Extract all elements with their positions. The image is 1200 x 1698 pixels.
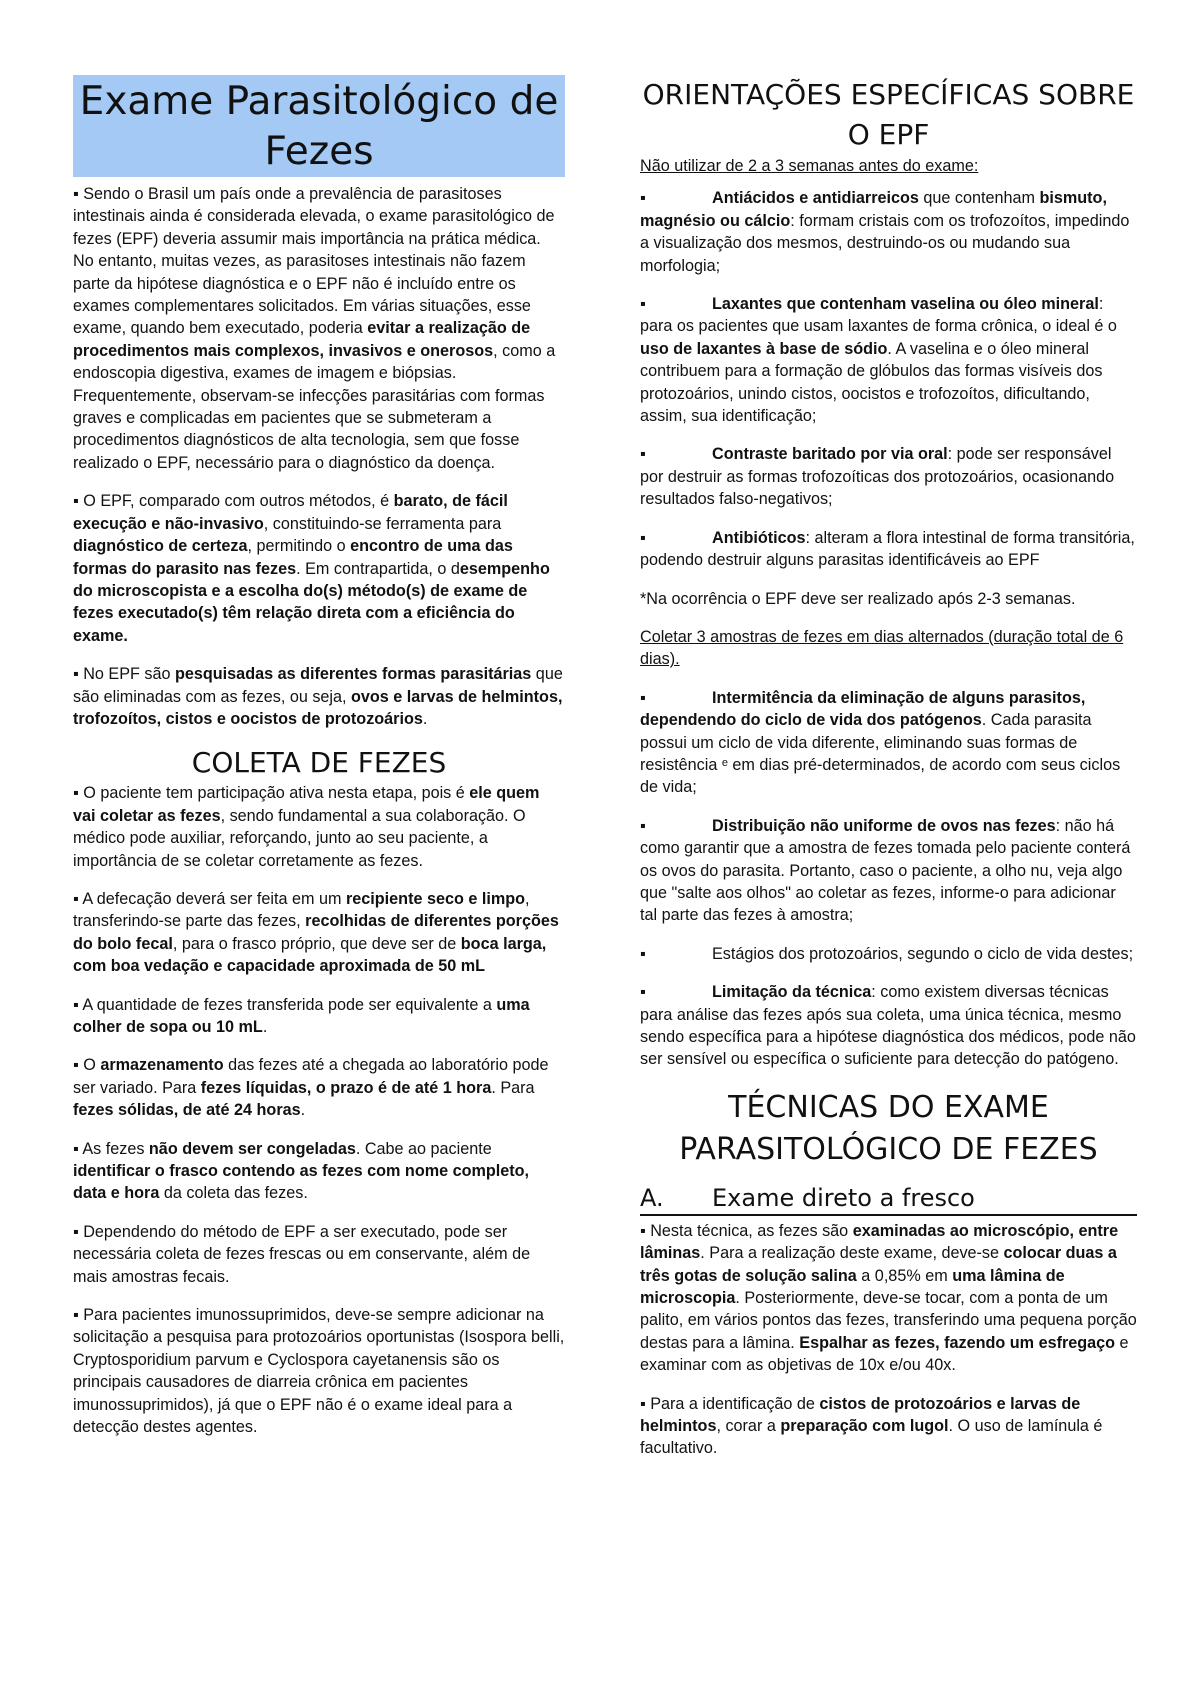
bold-run: diagnóstico de certeza xyxy=(73,537,248,556)
text-run: : pode ser responsável por destruir as formas trofozoíticas dos protozoários, ocasionando resultados falso-negativos; xyxy=(640,445,1115,509)
text-run: das fezes até a chegada ao laboratório pode ser variado. Para xyxy=(73,1056,549,1097)
orientacao-item-intermitencia xyxy=(640,687,1137,799)
intro-paragraph-2 xyxy=(73,490,565,647)
bold-run: Intermitência da eliminação de alguns parasitos, dependendo do ciclo de vida dos patógenos xyxy=(640,688,1086,730)
bullet-marker: ▪ xyxy=(640,688,646,707)
text-run: . xyxy=(300,1101,306,1120)
text-run: ▪ A quantidade de fezes transferida pode ser equivalente a xyxy=(73,995,497,1014)
text-run: e examinar com as objetivas de 10x e/ou 40x. xyxy=(640,1333,1129,1375)
page-title: Exame Parasitológico de Fezes xyxy=(73,75,565,177)
coleta-paragraph-2 xyxy=(73,888,565,978)
right-column xyxy=(640,75,1137,1476)
bold-run: barato, de fácil execução e não-invasivo xyxy=(73,492,508,533)
bold-run: colocar duas a três gotas de solução salina xyxy=(640,1244,1117,1285)
coleta-paragraph-7 xyxy=(73,1304,565,1438)
coletar-amostras-note: Coletar 3 amostras de fezes em dias alternados (duração total de 6 dias). xyxy=(640,627,1124,669)
orientacao-item-distribuicao xyxy=(640,815,1137,927)
coleta-paragraph-5 xyxy=(73,1138,565,1205)
nota-semanas: *Na ocorrência o EPF deve ser realizado após 2-3 semanas. xyxy=(640,589,1076,608)
orientacao-item-antibioticos xyxy=(640,527,1137,572)
bold-run: uma lâmina de microscopia xyxy=(640,1266,1065,1308)
subheading-letter: A. xyxy=(640,1183,664,1212)
subheading-title: Exame direto a fresco xyxy=(712,1183,975,1212)
intro-paragraph-1 xyxy=(73,183,565,474)
bold-run: Laxantes que contenham vaselina ou óleo mineral xyxy=(712,295,1099,314)
bold-run: Antibióticos xyxy=(712,528,806,547)
tecnicas-paragraph-1 xyxy=(640,1220,1137,1377)
bold-run: recipiente seco e limpo xyxy=(345,889,526,908)
bold-run: ovos e larvas de helmintos, trofozoítos, cistos e oocistos de protozoários xyxy=(73,687,563,728)
bold-run: Distribuição não uniforme de ovos nas fezes xyxy=(712,816,1056,835)
bold-run: Contraste baritado por via oral xyxy=(712,445,948,464)
bullet-marker: ▪ xyxy=(640,295,646,314)
text-run: : não há como garantir que a amostra de fezes tomada pelo paciente conterá os ovos do parasita. Portanto, caso o paciente, a olho nu, veja algo que "salte aos olhos" ao coletar as fezes, informe-o para adicionar tal parte das fezes à amostra; xyxy=(640,816,1131,925)
text-run: ▪ No EPF são xyxy=(73,665,176,684)
bold-run: preparação com lugol xyxy=(780,1417,949,1436)
orientacao-item-limitacao xyxy=(640,981,1137,1071)
bold-run: esempenho do microscopista e a escolha do(s) método(s) de exame de fezes executado(s) têm relação direta com a eficiência do exame. xyxy=(73,559,550,645)
bold-run: recolhidas de diferentes porções do bolo fecal xyxy=(73,912,559,953)
text-run: : como existem diversas técnicas para análise das fezes após sua coleta, uma única técnica, mesmo sendo específica para a hipótese diagnóstica dos médicos, pode não ser sensível ou específica o suficiente para detecção do patógeno. xyxy=(640,983,1136,1069)
bold-run: uma colher de sopa ou 10 mL xyxy=(73,995,530,1036)
bold-run: armazenamento xyxy=(100,1056,224,1075)
bold-run: evitar a realização de procedimentos mais complexos, invasivos e onerosos xyxy=(73,319,531,360)
text-run: a 0,85% em xyxy=(856,1266,953,1285)
bold-run: pesquisadas as diferentes formas parasitárias xyxy=(175,665,532,684)
bullet-marker: ▪ xyxy=(640,528,646,547)
orientacao-item-contraste xyxy=(640,443,1137,510)
bold-run: boca larga, com boa vedação e capacidade aproximada de 50 mL xyxy=(73,934,547,976)
text-run: ▪ Nesta técnica, as fezes são xyxy=(640,1221,853,1240)
bold-run: identificar o frasco contendo as fezes com nome completo, data e hora xyxy=(73,1162,530,1203)
text-run: , corar a xyxy=(716,1417,781,1436)
orientacoes-heading: ORIENTAÇÕES ESPECÍFICAS SOBRE O EPF xyxy=(642,78,1135,151)
text-run: . Cada parasita possui um ciclo de vida diferente, eliminando suas formas de resistência ᵉ em dias pré-determinados, de acordo com seus ciclos de vida; xyxy=(640,711,1121,797)
text-run: . O uso de lamínula é facultativo. xyxy=(640,1417,1103,1458)
bullet-marker: ▪ xyxy=(640,944,646,963)
bold-run: ele quem vai coletar as fezes xyxy=(73,784,540,825)
text-run: , transferindo-se parte das fezes, xyxy=(73,889,530,931)
text-run: . Para xyxy=(491,1078,535,1097)
coleta-paragraph-4 xyxy=(73,1054,565,1121)
bold-run: uso de laxantes à base de sódio xyxy=(640,339,888,358)
text-run: ▪ Para pacientes imunossuprimidos, deve-se sempre adicionar na solicitação a pesquisa para protozoários oportunistas (Isospora belli, Cryptosporidium parvum e Cyclospora cayetanensis são os principais causadores de diarreia crônica em pacientes imunossuprimidos), já que o EPF não é o exame ideal para a detecção destes agentes. xyxy=(73,1306,565,1437)
text-run: . Posteriormente, deve-se tocar, com a ponta de um palito, em vários pontos das fezes, transferindo uma pequena porção destas para a lâmina. xyxy=(640,1289,1137,1352)
bullet-marker: ▪ xyxy=(640,816,646,835)
subheading-exame-direto xyxy=(640,1183,1137,1216)
text-run: : para os pacientes que usam laxantes de forma crônica, o ideal é o xyxy=(640,295,1117,336)
bold-run: bismuto, magnésio ou cálcio xyxy=(640,189,1107,230)
tecnicas-paragraph-2 xyxy=(640,1393,1137,1460)
bullet-marker: ▪ xyxy=(640,445,646,464)
bold-run: Limitação da técnica xyxy=(712,983,872,1002)
orientacao-item-laxantes xyxy=(640,293,1137,427)
bold-run: não devem ser congeladas xyxy=(148,1139,356,1158)
bold-run: encontro de uma das formas do parasito nas fezes xyxy=(73,537,513,578)
text-run: : formam cristais com os trofozoítos, impedindo a visualização dos mesmos, destruindo-os ou mudando sua morfologia; xyxy=(640,211,1130,275)
text-run: que contenham xyxy=(918,189,1040,208)
orientacao-item-antiacidos xyxy=(640,187,1137,277)
text-run: ▪ Dependendo do método de EPF a ser executado, pode ser necessária coleta de fezes frescas ou em conservante, além de mais amostras fecais. xyxy=(73,1222,531,1286)
text-run: . xyxy=(422,709,428,728)
text-run: . Cabe ao paciente xyxy=(355,1139,492,1158)
left-column xyxy=(73,75,565,1455)
text-run: , constituindo-se ferramenta para xyxy=(263,514,502,533)
tecnicas-heading: TÉCNICAS DO EXAME PARASITOLÓGICO DE FEZES xyxy=(679,1089,1098,1167)
bullet-marker: ▪ xyxy=(640,983,646,1002)
bold-run: fezes líquidas, o prazo é de até 1 hora xyxy=(200,1078,492,1097)
coleta-heading: COLETA DE FEZES xyxy=(191,746,447,780)
text-run: , como a endoscopia digestiva, exames de imagem e biópsias. Frequentemente, observam-se infecções parasitárias com formas graves e complicadas em pacientes que se submeteram a procedimentos diagnósticos de alta tecnologia, sem que fosse realizado o EPF, necessário para o diagnóstico da doença. xyxy=(73,341,556,472)
text-run: . Em contrapartida, o d xyxy=(296,559,460,578)
text-run: ▪ O paciente tem participação ativa nesta etapa, pois é xyxy=(73,784,470,803)
text-run: , sendo fundamental a sua colaboração. O médico pode auxiliar, reforçando, junto ao seu paciente, a importância de se coletar corretamente as fezes. xyxy=(73,806,526,870)
text-run: . A vaselina e o óleo mineral contribuem para a formação de glóbulos das formas visíveis dos protozoários, unindo cistos, oocistos e trofozoítos, dificultando, assim, sua identificação; xyxy=(640,339,1103,426)
text-run: ▪ Sendo o Brasil um país onde a prevalência de parasitoses intestinais ainda é considerada elevada, o exame parasitológico de fezes (EPF) deveria assumir mais importância na prática médica. No entanto, muitas vezes, as parasitoses intestinais não fazem parte da hipótese diagnóstica e o EPF não é incluído entre os exames complementares solicitados. Em várias situações, esse exame, quando bem executado, poderia xyxy=(73,185,555,338)
bold-run: Espalhar as fezes, fazendo um esfregaço xyxy=(799,1333,1116,1352)
text-run: , permitindo o xyxy=(247,537,351,556)
text-run: da coleta das fezes. xyxy=(159,1184,308,1203)
bold-run: cistos de protozoários e larvas de helmintos xyxy=(640,1394,1081,1436)
bullet-marker: ▪ xyxy=(640,189,646,208)
text-run: ▪ As fezes xyxy=(73,1139,149,1158)
coleta-paragraph-1 xyxy=(73,782,565,872)
bold-run: Antiácidos e antidiarreicos xyxy=(712,189,919,208)
coleta-paragraph-6 xyxy=(73,1221,565,1288)
bold-run: examinadas ao microscópio, entre lâminas xyxy=(640,1221,1119,1263)
text-run: ▪ Para a identificação de xyxy=(640,1394,820,1413)
orientacao-item-estagios xyxy=(640,943,1137,965)
text-run: : alteram a flora intestinal de forma transitória, podendo destruir alguns parasitas identificáveis ao EPF xyxy=(640,528,1135,570)
text-run: . Para a realização deste exame, deve-se xyxy=(700,1244,1004,1263)
intro-paragraph-3 xyxy=(73,663,565,730)
text-run: . xyxy=(262,1018,268,1036)
coleta-paragraph-3 xyxy=(73,994,565,1039)
text-run: Estágios dos protozoários, segundo o ciclo de vida destes; xyxy=(712,944,1134,963)
nao-utilizar-note: Não utilizar de 2 a 3 semanas antes do exame: xyxy=(640,157,979,175)
text-run: , para o frasco próprio, que deve ser de xyxy=(172,934,461,953)
text-run: que são eliminadas com as fezes, ou seja, xyxy=(73,665,563,706)
text-run: ▪ O xyxy=(73,1056,101,1075)
text-run: ▪ O EPF, comparado com outros métodos, é xyxy=(73,492,394,511)
bold-run: fezes sólidas, de até 24 horas xyxy=(73,1101,301,1120)
text-run: ▪ A defecação deverá ser feita em um xyxy=(73,889,346,908)
